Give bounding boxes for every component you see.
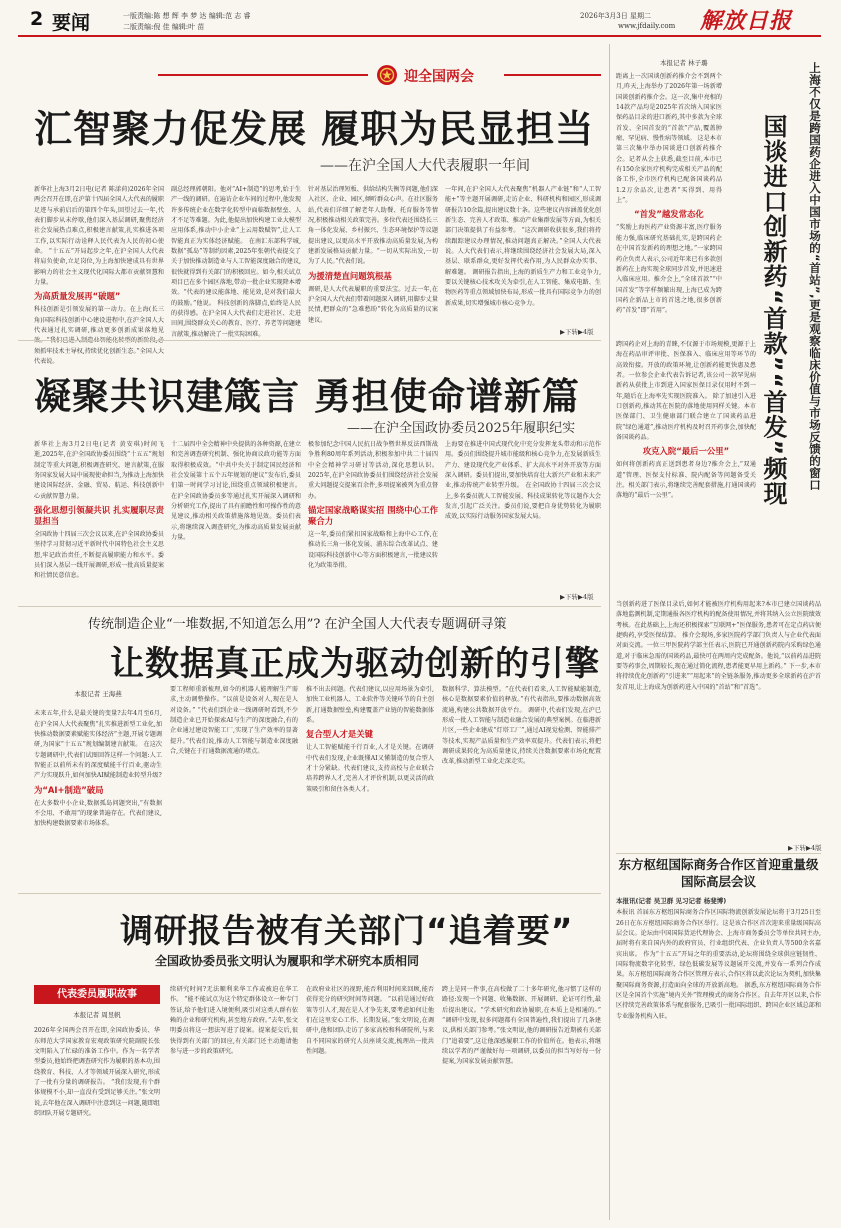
story2-para: 上海要在推进中国式现代化中充分发挥龙头带动和示范作用。委员们围绕提升城市能级和核心竞争力,在发展新质生产力、建设现代化产业体系、扩大高水平对外开放等方面深入调研。委员们提出,要加快培育壮大新兴产业和未来产业,推动传统产业转型升级。 <box>445 441 601 490</box>
story1-column-4 <box>445 185 601 325</box>
story1-jump-link[interactable]: ▶下转▶4版 <box>560 328 594 336</box>
story2-para: 这一年,委员们紧扣国家战略和上海中心工作,在推动长三角一体化发展、浦东综合改革试点、建设国际科技创新中心等方面积极建言,一批建议转化为政策举措。 <box>308 531 438 570</box>
story2-para: 全国政协十四届三次会议以来,在沪全国政协委员坚持学习贯彻习近平新时代中国特色社会主义思想,牢记政治责任,不断提高履职能力和水平。委员们深入基层一线开展调研,形成一批高质量提案和社情民意信息。 <box>34 531 164 580</box>
rail-bottom-lead: 本报讯 首届东方枢纽国际商务合作区国际物流创新发展论坛将于3月25日至26日在东方枢纽国际商务合作区举行。这是该合作区首次迎来重量级国际高层会议。论坛由中国国际货运代理协会、上海市商务委员会等单位共同主办,届时将有来自国内外的政府官员、行业组织代表、企业负责人等500余名嘉宾出席。 <box>616 909 821 958</box>
story1-para: 副总经理郭朝阳。他对“AI+制造”的思考,始于生产一线的调研。在遍访企业车间的过程中,他发现许多传统企业在数字化转型中面临数据壁垒、人才不足等难题。为此,他提出加快构建工业大模型应用体系,推动中小企业“上云用数赋智”,让人工智能真正为实体经济赋能。 <box>171 186 301 245</box>
rail-divider <box>609 44 610 1220</box>
divider <box>18 340 601 341</box>
story3-kicker: 传统制造企业“一堆数据,不知道怎么用”? 在沪全国人大代表专题调研寻策 <box>88 617 507 632</box>
story3-para: 调研中,代表们发现,在沪已形成一批人工智能与制造业融合发展的典型案例。在临港新片区,一些企业建成“灯塔工厂”,通过AI视觉检测、智能排产等技术,实现产品质量和生产效率双提升。代表们表示,将把调研成果转化为高质量建议,持续关注数据要素市场化配置改革,推动新型工业化走深走实。 <box>442 706 602 766</box>
story4-column-1 <box>34 1008 160 1216</box>
page-masthead <box>0 0 841 38</box>
divider <box>18 893 601 894</box>
rail-top-column-2 <box>616 600 821 840</box>
story2-headline: 凝聚共识建箴言 勇担使命谱新篇 <box>34 375 580 418</box>
story1-para: 针对基层治理短板、供给结构失衡等问题,他们深入社区、企业、园区,倾听群众心声。在社区服务站,代表们详细了解老年人助餐、托育服务等情况,积极推动相关政策完善。多位代表还围绕长三角一体化发展、乡村振兴、生态环境保护等议题提出建议,以更高水平开放推动高质量发展,为构建新发展格局贡献力量。“一切从实际出发,一切为了人民。”代表们说。 <box>308 186 438 266</box>
story1-subhead-2: 为援清楚直问题筑根基 <box>308 270 392 281</box>
divider <box>18 606 601 607</box>
story3-column-3 <box>306 685 434 890</box>
story2-para: 十二届四中全会精神中央提供的各种资源,在建立和完善调查研究机制、强化协商议政功能等方面取得积极成效。“中共中央关于制定国民经济和社会发展第十五个五年规划的建议”发布后,委员们第一时间学习讨论,围绕重点领域积极建言。 <box>171 441 301 490</box>
story1-subhead-1: 为高质量发展再“破题” <box>34 291 121 302</box>
page-number: 2 <box>30 8 44 30</box>
story4-para: 跨上是同一件事,在高校做了二十多年研究,他习惯了这样的路径:发现一个问题、收集数据、开展调研、论证可行性,最后提出建议。“学术研究和政协履职,在本质上是相通的。” <box>442 986 601 1014</box>
banner-line-right <box>504 74 601 76</box>
rail-top-subhead-1: “首发”越发常态化 <box>634 209 704 220</box>
rail-top-jump-link[interactable]: ▶下转▶4版 <box>788 844 822 852</box>
story4-para: “以前是通过好政策等引人才,现在是人才争先来,要考虑如何让他们在这里安心工作、长期发展。”张文明说,在调研中,他和团队走访了多家高校和科研院所,与来自不同国家的研究人员座谈交流,梳理出一批共性问题。 <box>306 996 435 1056</box>
story2-para: 在沪全国政协委员多等通过扎实开展深入调研和分析研究工作,提出了具有前瞻性和可操作性的意见建议,推动相关政策措施落地见效。委员们表示,将继续深入调查研究,为推动高质量发展贡献力量。 <box>171 492 301 542</box>
national-emblem-icon <box>376 64 398 86</box>
story3-para: 在大多数中小企业,数据孤岛问题突出,“有数据不会用、不敢用”的现象普遍存在。代表们建议,加快构建数据要素市场体系。 <box>34 799 162 828</box>
story4-subheadline: 全国政协委员张文明认为履职和学术研究本质相同 <box>155 954 420 968</box>
divider <box>616 853 821 854</box>
rail-top-para: 当创新药进了医保目录后,如何才能被医疗机构用起来?本市已建立国谈药品落地监测机制,定期通报各医疗机构的配备使用情况,并将其纳入公立医院绩效考核。在此基础上,上海还积极探索“互联网+”医保服务,患者可在定点药店便捷购药,享受医保结算。 <box>616 601 821 640</box>
editors-line2: 二版责编:倪 佳 编辑:叶 苗 <box>123 23 205 31</box>
story4-headline: 调研报告被有关部门“追着要” <box>120 911 574 950</box>
story4-para: “调研中发现,很多问题都有全国普遍性,我们提出了几条建议,供相关部门参考。”张文明说,他的调研报告近期被有关部门“追着要”,这让他深感履职工作的价值所在。他表示,将继续以学者的严谨做好每一项调研,以委员的担当写好每一份提案,为国家发展贡献智慧。 <box>442 1017 601 1066</box>
story2-column-2 <box>171 440 301 600</box>
column-label-badge: 代表委员履职故事 <box>34 985 160 1004</box>
rail-bottom-byline: 本报讯(记者 吴卫群 见习记者 杨斐博) <box>616 897 727 905</box>
story3-para: 在这次专题调研中,代表们试图回答这样一个问题:人工智能正以前所未有的深度赋能千行百业,驱动生产力实现跃升,如何加快AI赋能制造业转型升级? <box>34 741 163 780</box>
story4-lead: 2026年全国两会召开在即,全国政协委员、华东师范大学国家教育宏观政策研究院副院长张文明陷入了忙碌的准备工作中。作为一名学者型委员,他始终把调查研究作为履职的基本功,围绕教育、科技、人才等领域开展深入研究,形成了一批有分量的调研报告。 <box>34 1027 160 1087</box>
story4-para: 续研究时间?无法顺利来华工作或被迫在华工作。 <box>170 986 298 1004</box>
story1-para: 科技创新的落脚点,始终是人民的获得感。在沪全国人大代表们走进社区、走进田间,围绕群众关心的教育、医疗、养老等问题建言献策,推动解决了一批实际困难。 <box>171 299 302 338</box>
story3-para: 推不出去问题。代表们建议,以应用场景为牵引,加快工业机器人、工业软件等关键环节的自主创新,打通数据壁垒,构建覆盖产业链的智能数据体系。 <box>306 686 434 725</box>
story3-headline: 让数据真正成为驱动创新的引擎 <box>110 644 600 684</box>
story4-column-2 <box>170 985 298 1216</box>
rail-top-byline: 本报记者 林子璐 <box>660 59 708 67</box>
story3-para: 数据科学、算法模型。“在代表们看来,人工智能赋能制造,核心是数据要素价值的释放。”有代表指出,要推动数据高效流通,构建公共数据开放平台。 <box>442 686 601 714</box>
issue-date: 2026年3月3日 星期二 <box>580 12 651 20</box>
story2-para: 极参加纪念中国人民抗日战争暨世界反法西斯战争胜利80周年系列活动,积极参加中共二十届四中全会精神学习研讨等活动,深化思想认识。2025年,在沪全国政协委员们围绕经济社会发展重大问题提交提案百余件,多项提案被列为重点督办。 <box>308 441 438 500</box>
story1-para: 科技创新是引领发展的第一动力。在上海(长三角)国际科技创新中心建设进程中,在沪全国人大代表通过扎实调研,推动更多创新成果落地见效。“我们已进入制造业智能化转型的新阶段,必须抓牢技术主导权,持续优化创新生态。”全国人大代表说。 <box>34 306 164 366</box>
editors-line1: 一版责编:陈 想 辉 李 梦 达 编辑:范 志 睿 <box>123 12 251 20</box>
two-sessions-banner <box>18 64 601 86</box>
rail-headline-vertical: 国谈进口创新药“首款”“首发”频现 <box>759 114 787 507</box>
rail-top-para: 这是本市第三次集中举办国谈进口创新药推介会。记者从会上获悉,截至目前,本市已有150余家医疗机构完成相关产品的配备工作,全市医疗机构已配备国谈药品1.2万余品次,让患者“买得到、用得上”。 <box>616 135 723 205</box>
story4-byline: 本报记者 周昱帆 <box>73 1011 121 1019</box>
story2-lead: 新华社上海3月2日电(记者 黄安琪)时间飞逝,2025年,在沪全国政协委员围绕“十五五”规划制定等重大问题,积极调查研究、建言献策,在服务国家发展大局中展现使命担当,为推动上海加快建设国际经济、金融、贸易、航运、科技创新中心贡献智慧力量。 <box>34 441 164 500</box>
rail-bottom-para: 作为“十五五”开局之年的重要活动,论坛将围绕全球供应链韧性、国际物流数字化转型、绿色低碳发展等议题展开交流,并发布一系列合作成果。东方枢纽国际商务合作区管理方表示,合作区将以此次论坛为契机,加快集聚国际商务资源,打造面向全球的开放新高地。 <box>616 950 822 989</box>
rail-top-lead: 距离上一次国谈创新药推介会不到两个月,昨天,上海举办了2026年第一场新增国谈创新药推介会。这一次,集中亮相的14款产品均是2025年首次纳入国家医保药品目录的进口新药,其中多款为全球首发、全国首发的“首款”产品,覆盖肿瘤、罕见病、慢性病等领域。 <box>616 73 722 143</box>
rail-top-column-1b <box>616 340 756 554</box>
newspaper-logo: 解放日报 <box>700 8 793 34</box>
story1-para: 在南汇东部科学城,数据“孤岛”等制约因素,2025年张朝代表提交了关于加快推动制造业与人工智能深度融合的建议,很快就得到有关部门的积极回应。如今,相关试点项目已在多个园区落地,带动一批企业实现降本增效。“代表的建议能落地、能见效,是对我们最大的鼓励。”他说。 <box>171 237 302 307</box>
story2-subhead-2: 锚定国家战略谋实招 围绕中心工作聚合力 <box>308 505 438 527</box>
section-name: 要闻 <box>52 12 91 34</box>
rail-top-para: 除了加速引入进口创新药,推动其在医院的落地使用同样关键。本市医保部门、卫生健康部门联合建立了国谈药品进院“绿色通道”,推动医疗机构及时召开药事会,加快配备国谈药品。 <box>616 392 757 442</box>
story1-headline: 汇智聚力促发展 履职为民显担当 <box>34 107 595 151</box>
story2-subheadline: ——在沪全国政协委员2025年履职纪实 <box>347 421 576 436</box>
story4-para: “能不能试点为这个特定群体设立一种专门签证,给予他们进入境便利,吸引对这类人群有依赖的企业和研究机构,甚至地方政府。”去年,张文明委员将这一想法写进了提案。提案提交后,很快得到有关部门的回应,有关部门还主动邀请他参与进一步的政策研究。 <box>170 996 299 1056</box>
masthead-rule <box>18 35 821 37</box>
story3-para: 要工程师重新梳理,如今的机器人能理解生产需求,主动调整操作。“以前是设备对人,现在是人对设备。” <box>170 686 298 714</box>
story1-para: 调研,是人大代表履职的重要法宝。过去一年,在沪全国人大代表们带着问题深入调研,用脚步丈量民情,把群众的“急难愁盼”转化为高质量的议案建议。 <box>308 285 438 324</box>
story3-subhead-2: 复合型人才是关键 <box>306 729 373 740</box>
banner-line-left <box>158 74 368 76</box>
story3-subhead-1: 为“AI+制造”破局 <box>34 784 104 795</box>
story2-subhead-1: 强化思想引领凝共识 扎实履职尽责显担当 <box>34 505 164 527</box>
rail-kicker-vertical: 上海不仅是跨国药企进入中国市场的“首站”,更是观察临床价值与市场反馈的窗口 <box>808 62 822 491</box>
story4-para: 在政府业社区的视野,能否利用时间来回顾,能否获得充分的研究时间等问题。 <box>306 986 434 1004</box>
rail-top-para: 推介会现场,多家医院药学部门负责人与企业代表面对面交流。一位三甲医院药学部主任表示,医院已开通创新药院内采购绿色通道,对于临床急需的国谈药品,最快可在两周内完成配备。他说,“以前药品进院要等药事会,周期较长,现在通过简化流程,患者能更早用上新药。” <box>616 632 822 671</box>
rail-top-column-1 <box>616 72 722 337</box>
rail-top-subhead-2: 攻克入院“最后一公里” <box>642 446 730 457</box>
story1-para: “十五五”开局起步之年,在沪全国人大代表将肩负使命,立足岗位,为上海加快建成具有世界影响力的社会主义现代化国际大都市贡献智慧和力量。 <box>34 248 164 287</box>
rail-top-para: 如何将创新药真正送到患者身边?推介会上,“双通道”管理、医保支付标准、院内配备等问题备受关注。相关部门表示,将继续完善配套措施,打通国谈药落地的“最后一公里”。 <box>616 461 756 500</box>
story2-column-4 <box>445 440 601 590</box>
story1-column-3 <box>308 185 438 336</box>
story1-para: “这次调研收获很多,我们将持续跟踪建议办理情况,推动问题真正解决。”全国人大代表说。人大代表们表示,将继续围绕经济社会发展大局,深入基层、联系群众,更好发挥代表作用,为人民群众办实事、解难题。 <box>445 227 602 276</box>
rail-top-para: 跨国药企对上海的青睐,不仅源于市场规模,更源于上海在药品审评审批、医保准入、临床应用等环节的高效衔接。开放的政策环境,让创新药能更快惠及患者。一位参会企业代表告诉记者,该公司一款罕见病新药从获批上市到进入国家医保目录仅用时不到一年,随后在上海率先实现医院准入。 <box>616 341 756 400</box>
story4-para: “我们发现,有个群体规模不小,却一直没有受到足够关注。”张文明说,去年他在深入调研中注意到这一问题,随即组织团队开展专题研究。 <box>34 1079 160 1118</box>
story3-lead: 未来五年,什么是最关键的变量?去年4月至6月,在沪全国人大代表聚焦“扎实推进新型工业化,加快推动数据要素赋能实体经济”主题,开展专题调研,为国家“十五五”规划编制建言献策。 <box>34 710 162 749</box>
story2-jump-link[interactable]: ▶下转▶4版 <box>560 593 594 601</box>
banner-label: 迎全国两会 <box>404 69 474 85</box>
story3-column-2 <box>170 685 298 890</box>
story1-column-1 <box>34 185 164 366</box>
rail-top-para: “奖励上海医药产业资源丰富,医疗服务能力强,临床研究基础扎实,是跨国药企在中国首发新药的理想之地。”一家跨国药企负责人表示,公司近年来已有多款创新药在上海实现全球同步首发,并迅速进入临床应用。推介会上,“全球首款”“中国首发”等字样频繁出现,上海已成为跨国药企新品上市的首选之地,很多创新药“首发”即“首用”。 <box>616 224 722 315</box>
story1-column-2 <box>171 185 301 336</box>
rail-bottom-para: 据悉,东方枢纽国际商务合作区是全国首个实施“境内关外”管理模式的商务合作区。自去年开区以来,合作区持续完善政策体系与配套服务,已吸引一批国际组织、跨国企业区域总部和专业服务机构入驻。 <box>616 981 822 1020</box>
story3-column-4 <box>442 685 601 890</box>
story4-column-3 <box>306 985 434 1216</box>
story3-column-1 <box>34 685 162 890</box>
website: www.jfdaily.com <box>618 22 676 30</box>
story2-column-3 <box>308 440 438 600</box>
story1-lead: 新华社上海3月2日电(记者 陈漾荷)2026年全国两会召开在即,在沪第十四届全国人大代表的履职足迹与承前启后的第四个年头,回望过去一年,代表们脚步从未停歇,他们深入基层调研,聚焦经济社会发展热点难点,积极建言献策,扎实推进各项工作,以实际行动诠释人民代表为人民的初心使命。 <box>34 186 164 256</box>
story3-para: “代表们到企业一线调研时看到,不少制造企业已开始探索AI与生产的深度融合,有的企业通过建设智能工厂,实现了生产效率的显著提升。”代表们说,推动人工智能与制造业深度融合,关键在于打通数据流通的堵点。 <box>170 706 298 756</box>
story2-column-1 <box>34 440 164 600</box>
story1-para: 调研报告指出,上海的新质生产力和工业竞争力,要以关键核心技术攻关为牵引,在人工智能、集成电路、生物医药等重点领域加快布局,形成一批具有国际竞争力的创新成果,切实增强城市核心竞争力。 <box>445 268 602 307</box>
story1-para: 一年间,在沪全国人大代表聚焦“机器人产业链”和“人工智能+”等主题开展调研,走访企业、科研机构和园区,形成调研报告10余篇,提出建议数十条。这些建议内容涵盖优化创新生态、完善人才政策、推动产业集群发展等方面,为相关部门决策提供了有益参考。 <box>445 186 601 235</box>
story1-subheadline: ——在沪全国人大代表履职一年间 <box>320 158 530 174</box>
rail-bottom-column <box>616 896 821 1218</box>
rail-bottom-headline: 东方枢纽国际商务合作区首迎重量级国际高层会议 <box>618 857 819 889</box>
rail-top-para: 下一步,本市将持续优化创新药“引进来”“用起来”的全链条服务,推动更多全球新药在沪首发首用,让上海成为创新药进入中国的“首站”和“首选”。 <box>616 663 822 691</box>
story4-column-4 <box>442 985 601 1216</box>
story3-para: 让人工智能赋能千行百业,人才是关键。在调研中代表们发现,企业既懂AI又懂制造的复合型人才十分紧缺。代表们建议,支持高校与企业联合培养跨界人才,完善人才评价机制,以更灵活的政策吸引和留住各类人才。 <box>306 744 434 793</box>
story2-para: 在全国政协十四届三次会议上,多名委员就人工智能发展、科技成果转化等议题作大会发言,引起广泛关注。委员们说,要把自身优势转化为履职成效,以实际行动服务国家发展大局。 <box>445 482 602 521</box>
story3-byline: 本报记者 王海燕 <box>74 690 122 698</box>
